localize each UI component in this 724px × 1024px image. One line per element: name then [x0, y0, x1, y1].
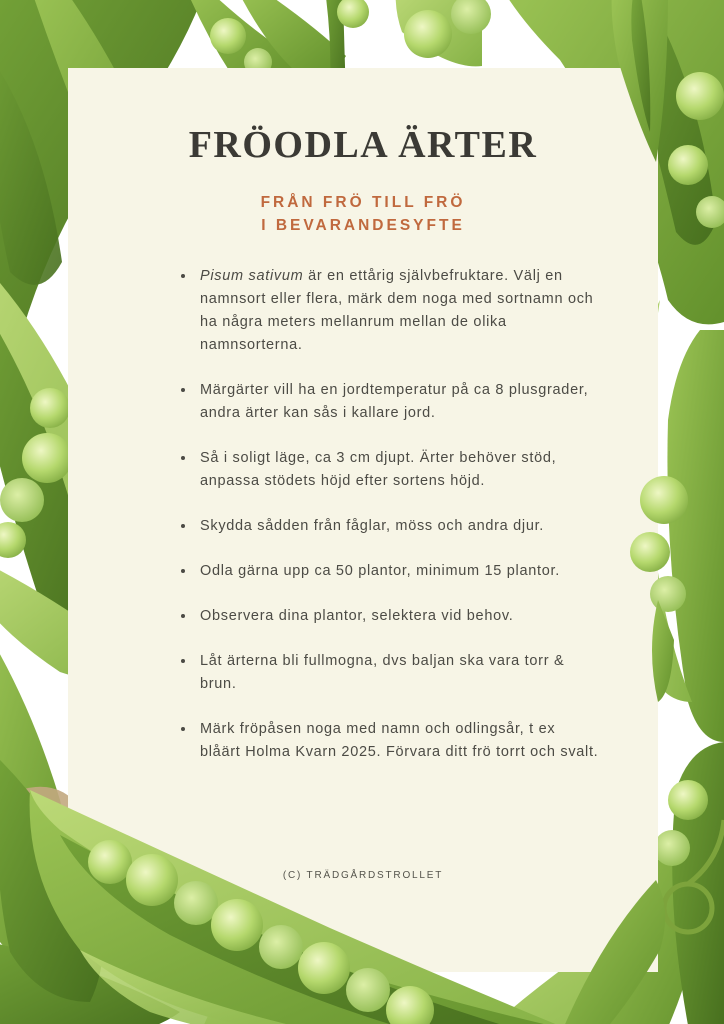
copyright-note: (C) TRÄDGÅRDSTROLLET [282, 870, 444, 881]
instructions-list [178, 264, 600, 764]
panel [68, 68, 658, 972]
list-item: • Så i soligt läge, ca 3 cm djupt. Ärter behöver stöd, anpassa stödets höjd efter sortens höjd. [196, 446, 600, 493]
list-item: • Pisum sativum är en ettårig självbefruktare. Välj en namnsort eller flera, märk dem noga med sortnamn och ha några meters mellanrum mellan de olika namnsorterna. [196, 264, 600, 357]
list-item: • Märgärter vill ha en jordtemperatur på ca 8 plusgrader, andra ärter kan sås i kallare jord. [196, 378, 600, 425]
species-name: Pisum sativum [200, 267, 304, 284]
page-title: FRÖODLA ÄRTER [188, 124, 538, 166]
list-item: • Skydda sådden från fåglar, möss och andra djur. [196, 514, 600, 538]
list-item: • Märk fröpåsen noga med namn och odlingsår, t ex blåärt Holma Kvarn 2025. Förvara ditt frö torrt och svalt. [196, 717, 600, 764]
subtitle-line-1: FRÅN FRÖ TILL FRÖ [260, 193, 466, 211]
subtitle [68, 191, 658, 237]
list-item: • Observera dina plantor, selektera vid behov. [196, 604, 600, 628]
list-item: • Odla gärna upp ca 50 plantor, minimum 15 plantor. [196, 559, 600, 583]
list-item: • Låt ärterna bli fullmogna, dvs baljan ska vara torr & brun. [196, 649, 600, 696]
subtitle-line-2: I BEVARANDESYFTE [261, 216, 465, 234]
